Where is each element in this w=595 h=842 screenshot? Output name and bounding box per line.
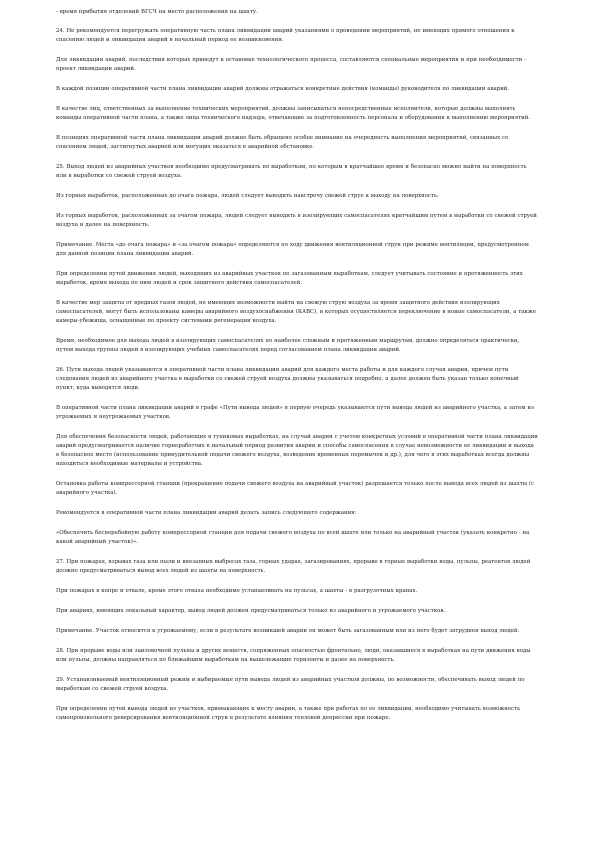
paragraph: Остановка работы компрессорной станции (прекращение подачи свежего воздуха на аварийный участок) разрешается только после вывода всех людей из шахты (с аварийного участка).	[56, 481, 535, 496]
paragraph: Примечание. Места «до очага пожара» и «за очагом пожара» определяются по ходу движения вентиляционной струи при режиме вентиляции, предусмотренном для данной позиции плана ликвидации аварий.	[56, 242, 529, 257]
paragraph: 27. При пожарах, взрывах газа или пыли и внезапных выбросах газа, горных ударах, загазированиях, прорыве в горные выработки воды, пульпы, реагентов людей должно предусматриваться вывод всех людей из шахты на поверхность.	[56, 559, 531, 574]
paragraph: Для обеспечения безопасности людей, работающих в тупиковых выработках, на случай аварии с учетом конкретных условий в оперативной части плана ликвидации аварий предусматривается наличие горноработчих в начальный период развития аварии и способы самоспасения в случае невозможности ее ликвидации и выхода в безопасное место (использование принудительной подачи свежего воздуха, возведение временных перемычек и др.), для чего в этих выработках всегда должны находиться необходимые материалы и устройства.	[56, 434, 538, 467]
paragraph: 28. При прорыве воды или заиловочной пульпы и других веществ, сопряженных опасностью фронтально, люди, оказавшиеся в выработках на пути движения воды или пульпы, должны направляться по ближайшим выработкам на вышележащие горизонты и далее на поверхность.	[56, 648, 531, 663]
paragraph: 24. Не рекомендуется перегружать оперативную часть плана ликвидации аварий указаниями о проведении мероприятий, не имеющих прямого отношения к спасению людей и ликвидации аварий в начальный период ее возникновения.	[56, 28, 515, 43]
paragraph: При определении путей вывода людей из участков, примыкающих к месту аварии, а также при работах по ее ликвидации, необходимо учитывать возможность самопроизвольного реверсирования вентиляционной струи в результате влияния тепловой депрессии при пожаре.	[56, 706, 521, 721]
document-page	[56, 8, 538, 836]
paragraph: 29. Устанавливаемый вентиляционный режим и выбираемые пути вывода людей из аварийных участков должны, по возможности, обеспечивать выход людей по выработкам со свежей струей воздуха.	[56, 677, 525, 692]
paragraph: Рекомендуется в оперативной части плана ликвидации аварий делать запись следующего содержания:	[56, 510, 357, 516]
paragraph: В оперативной части плана ликвидации аварий в графе «Пути вывода людей» в первую очередь указываются пути вывода людей из аварийного участка, а затем из угрожаемых и неугрожаемых участков.	[56, 405, 534, 420]
paragraph: Примечание. Участок относится к угрожаемому, если в результате возникшей аварии он может быть загазованным или из него будет затруднен выход людей.	[56, 628, 520, 634]
paragraph: Из горных выработок, расположенных до очага пожара, людей следует выводить навстречу свежей струе к выходу на поверхность.	[56, 193, 439, 199]
paragraph: Для ликвидации аварий, последствия которых приведут к остановке технологического процесса, составляются специальные мероприятия и при необходимости - проект ликвидации аварий.	[56, 57, 526, 72]
paragraph: «Обеспечить бесперебойную работу компрессорной станции для подачи свежего воздуха по всей шахте или только на аварийный участок (указать конкретно - на какой аварийный участок)».	[56, 530, 530, 545]
paragraph: При определении путей движения людей, выходящих из аварийных участков по загазованным выработкам, следует учитывать состояние и протяженность этих выработок, время выхода по ним людей и срок защитного действия самоспасателей.	[56, 271, 523, 286]
paragraph: 25. Выход людей из аварийных участков необходимо предусматривать по выработкам, по которым в кратчайшее время и безопасно можно выйти на поверхность или в выработки со свежей струей воздуха.	[56, 164, 527, 179]
paragraph: - время прибытия отделений ВГСЧ на место расположения на шахту.	[56, 9, 258, 15]
paragraph: Из горных выработок, расположенных за очагом пожара, людей следует выводить в изолирующих самоспасателях кратчайшим путем в выработки со свежей струей воздуха и далее на поверхность.	[56, 213, 537, 228]
paragraph: В позициях оперативной части плана ликвидации аварий должно быть обращено особое внимание на очередность выполнения мероприятий, связанных со спасением людей, застигнутых аварией или могущих оказаться в аварийной обстановке.	[56, 135, 509, 150]
paragraph: В каждой позиции оперативной части плана ликвидации аварий должны отражаться конкретные действия (команды) руководителя по ликвидации аварий.	[56, 86, 510, 92]
paragraph: При авариях, имеющих локальный характер, вывод людей должен предусматриваться только из аварийного и угрожаемого участков.	[56, 608, 446, 614]
paragraph: В качестве мер защиты от вредных газов людей, не имеющих возможности выйти на свежую струю воздуха за время защитного действия изолирующих самоспасателей, могут быть использованы камеры аварийного воздухоснабжения (КАВС), в которых осуществляется переключение в новые самоспасатели, а также камеры-убежища, оснащенные по проекту системами регенерации воздуха.	[56, 300, 536, 324]
paragraph: Время, необходимое для выхода людей в изолирующих самоспасателях по наиболее сложным и протяженным маршрутам, должно определяться практически, путем выхода группы людей в изолирующих учебных самоспасателях перед согласованием плана ликвидации аварий.	[56, 338, 520, 353]
paragraph: При пожарах в копре и отвале, кроме этого отвала необходимо устанавливать на пульсах, а шахты - в разгрузочных кранах.	[56, 588, 418, 594]
paragraph: 26. Пути выхода людей указываются в оперативной части плана ликвидации аварий для каждого места работы и для каждого случая аварии, причем пути следования людей из аварийного участка в выработки со свежей струей воздуха должны указываться подробно, а далее должен быть указан только конечный пункт, куда выводятся люди.	[56, 367, 519, 391]
paragraph: В качестве лиц, ответственных за выполнение технических мероприятий, должны записываться непосредственные исполнители, которые должны выполнять команды оперативной части плана, а также лица технического надзора, отвечающие за подготовленность персонала и оборудования к выполнению мероприятий.	[56, 106, 531, 121]
